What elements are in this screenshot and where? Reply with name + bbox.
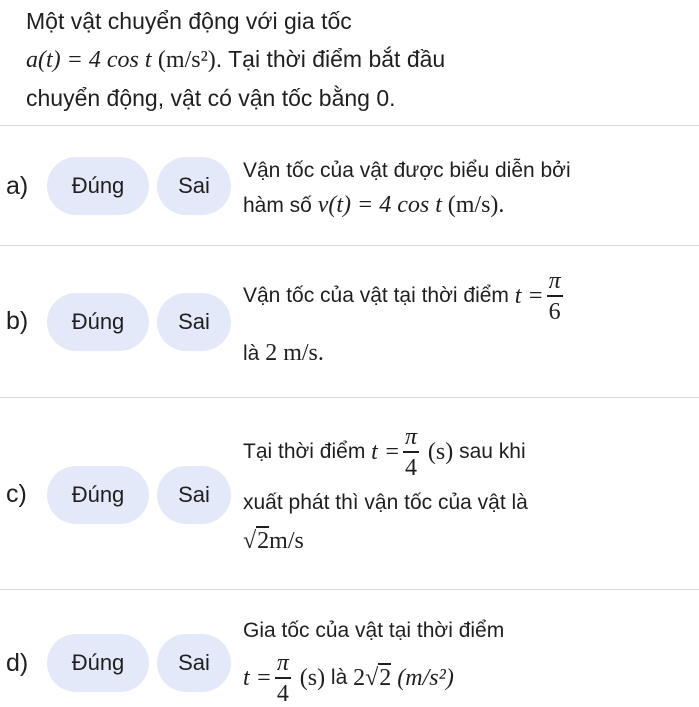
statement-a-false-button[interactable]: Sai bbox=[157, 157, 231, 215]
statement-c-letter: c) bbox=[6, 480, 27, 508]
statement-a-line-1: Vận tốc của vật được biểu diễn bởi bbox=[243, 159, 571, 182]
statement-b-false-button[interactable]: Sai bbox=[157, 293, 231, 351]
statement-d-true-button[interactable]: Đúng bbox=[47, 634, 149, 692]
statement-c-text-1: Tại thời điểm bbox=[243, 440, 366, 463]
coefficient: 2 bbox=[353, 665, 366, 691]
statement-c-line-2: xuất phát thì vận tốc của vật là bbox=[243, 491, 528, 514]
t-equals: t = bbox=[371, 439, 401, 465]
question-stem bbox=[26, 2, 686, 117]
divider bbox=[0, 397, 699, 398]
fraction-numerator: π bbox=[275, 651, 291, 679]
statement-d-text bbox=[243, 614, 693, 706]
statement-c-line-1 bbox=[243, 422, 693, 482]
acceleration-formula: a(t) = 4 cos t bbox=[26, 47, 152, 73]
statement-a-true-button[interactable]: Đúng bbox=[47, 157, 149, 215]
statement-d-line-2 bbox=[243, 650, 693, 706]
statement-a-text-2: hàm số bbox=[243, 194, 312, 217]
t-equals: t = bbox=[514, 283, 544, 309]
sqrt-radicand: 2 bbox=[257, 528, 270, 554]
stem-line-2-rest: . Tại thời điểm bắt đầu bbox=[215, 46, 446, 72]
statement-c-text bbox=[243, 422, 693, 558]
statement-b-line-2 bbox=[243, 336, 693, 371]
acceleration-unit: (m/s²) bbox=[157, 47, 216, 73]
velocity-formula: v(t) = 4 cos t bbox=[317, 192, 442, 218]
statement-d-line-1: Gia tốc của vật tại thời điểm bbox=[243, 619, 505, 642]
statement-a-text bbox=[243, 154, 693, 223]
fraction-pi-over-4 bbox=[403, 425, 419, 480]
divider bbox=[0, 125, 699, 126]
fraction-numerator: π bbox=[403, 425, 419, 453]
statement-d-text-2: là bbox=[330, 666, 348, 689]
fraction-numerator: π bbox=[547, 269, 563, 297]
time-unit: (s) bbox=[299, 665, 326, 691]
statement-c-text-2: sau khi bbox=[459, 440, 526, 463]
acceleration-unit: (m/s²) bbox=[397, 665, 454, 691]
statement-b-text-1: Vận tốc của vật tại thời điểm bbox=[243, 284, 509, 307]
divider bbox=[0, 245, 699, 246]
statement-d-letter: d) bbox=[6, 649, 29, 677]
statement-b-true-button[interactable]: Đúng bbox=[47, 293, 149, 351]
acceleration-value: 2√2 (m/s²) bbox=[353, 665, 454, 691]
statement-b-line-1 bbox=[243, 268, 693, 324]
fraction-denominator: 4 bbox=[276, 680, 289, 707]
t-equals: t = bbox=[243, 665, 272, 691]
statement-a-letter: a) bbox=[6, 172, 29, 200]
sqrt-radicand: 2 bbox=[379, 665, 392, 691]
time-unit: (s) bbox=[427, 439, 454, 465]
statement-b-text-2: là bbox=[243, 342, 260, 365]
stem-line-1: Một vật chuyển động với gia tốc bbox=[26, 8, 352, 34]
fraction-denominator: 6 bbox=[548, 298, 561, 325]
stem-line-3: chuyển động, vật có vận tốc bằng 0. bbox=[26, 85, 396, 111]
statement-b-letter: b) bbox=[6, 307, 29, 335]
velocity-unit: m/s bbox=[269, 528, 304, 554]
statement-c-true-button[interactable]: Đúng bbox=[47, 466, 149, 524]
fraction-pi-over-4 bbox=[275, 651, 291, 706]
statement-a-line-2 bbox=[243, 188, 693, 223]
fraction-denominator: 4 bbox=[405, 454, 418, 481]
stem-line-2 bbox=[26, 40, 686, 79]
statement-c-value: √2m/s bbox=[243, 528, 304, 554]
statement-d-false-button[interactable]: Sai bbox=[157, 634, 231, 692]
fraction-pi-over-6 bbox=[547, 269, 563, 324]
statement-b-text bbox=[243, 268, 693, 371]
velocity-unit: (m/s). bbox=[447, 192, 505, 218]
divider bbox=[0, 589, 699, 590]
statement-c-false-button[interactable]: Sai bbox=[157, 466, 231, 524]
velocity-value: 2 m/s. bbox=[265, 340, 324, 366]
